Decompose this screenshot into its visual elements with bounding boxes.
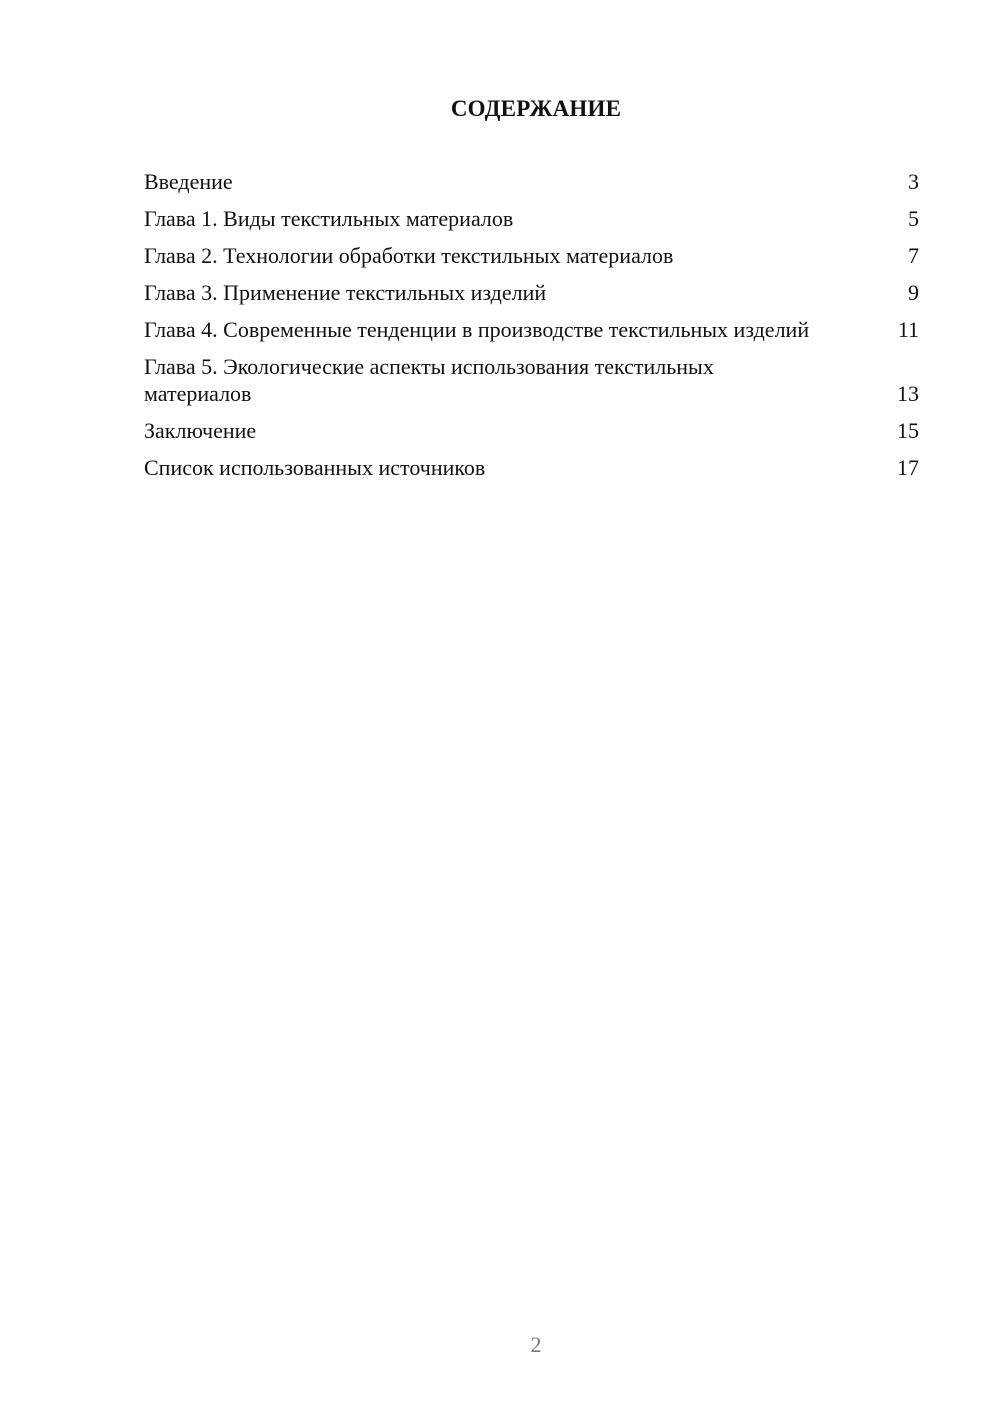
toc-entry-title: Заключение xyxy=(144,418,257,443)
toc-entry-page: 17 xyxy=(897,455,919,480)
toc-entry-chapter-3 xyxy=(144,279,919,306)
table-of-contents xyxy=(144,168,919,491)
toc-entry-chapter-2 xyxy=(144,242,919,269)
toc-entry-title: Введение xyxy=(144,169,233,194)
page-number: 2 xyxy=(530,1332,542,1357)
toc-entry-chapter-4 xyxy=(144,316,919,343)
toc-entry-page: 11 xyxy=(897,317,919,342)
toc-entry-introduction xyxy=(144,168,919,195)
toc-entry-chapter-5 xyxy=(144,353,919,407)
toc-entry-chapter-1 xyxy=(144,205,919,232)
toc-entry-page: 7 xyxy=(908,243,919,268)
toc-entry-title: Глава 3. Применение текстильных изделий xyxy=(144,280,547,305)
toc-entry-references xyxy=(144,454,919,481)
toc-entry-title: Глава 4. Современные тенденции в производстве текстильных изделий xyxy=(144,317,810,342)
toc-entry-page: 5 xyxy=(908,206,919,231)
toc-entry-page: 15 xyxy=(897,418,919,443)
toc-entry-title: Глава 2. Технологии обработки текстильных материалов xyxy=(144,243,674,268)
toc-entry-title: Глава 1. Виды текстильных материалов xyxy=(144,206,514,231)
toc-entry-title: Глава 5. Экологические аспекты использования текстильных материалов xyxy=(144,354,714,406)
toc-entry-page: 3 xyxy=(908,169,919,194)
page-title: СОДЕРЖАНИЕ xyxy=(450,96,622,121)
toc-entry-page: 13 xyxy=(897,381,919,406)
toc-entry-title: Список использованных источников xyxy=(144,455,486,480)
toc-entry-conclusion xyxy=(144,417,919,444)
toc-entry-page: 9 xyxy=(908,280,919,305)
